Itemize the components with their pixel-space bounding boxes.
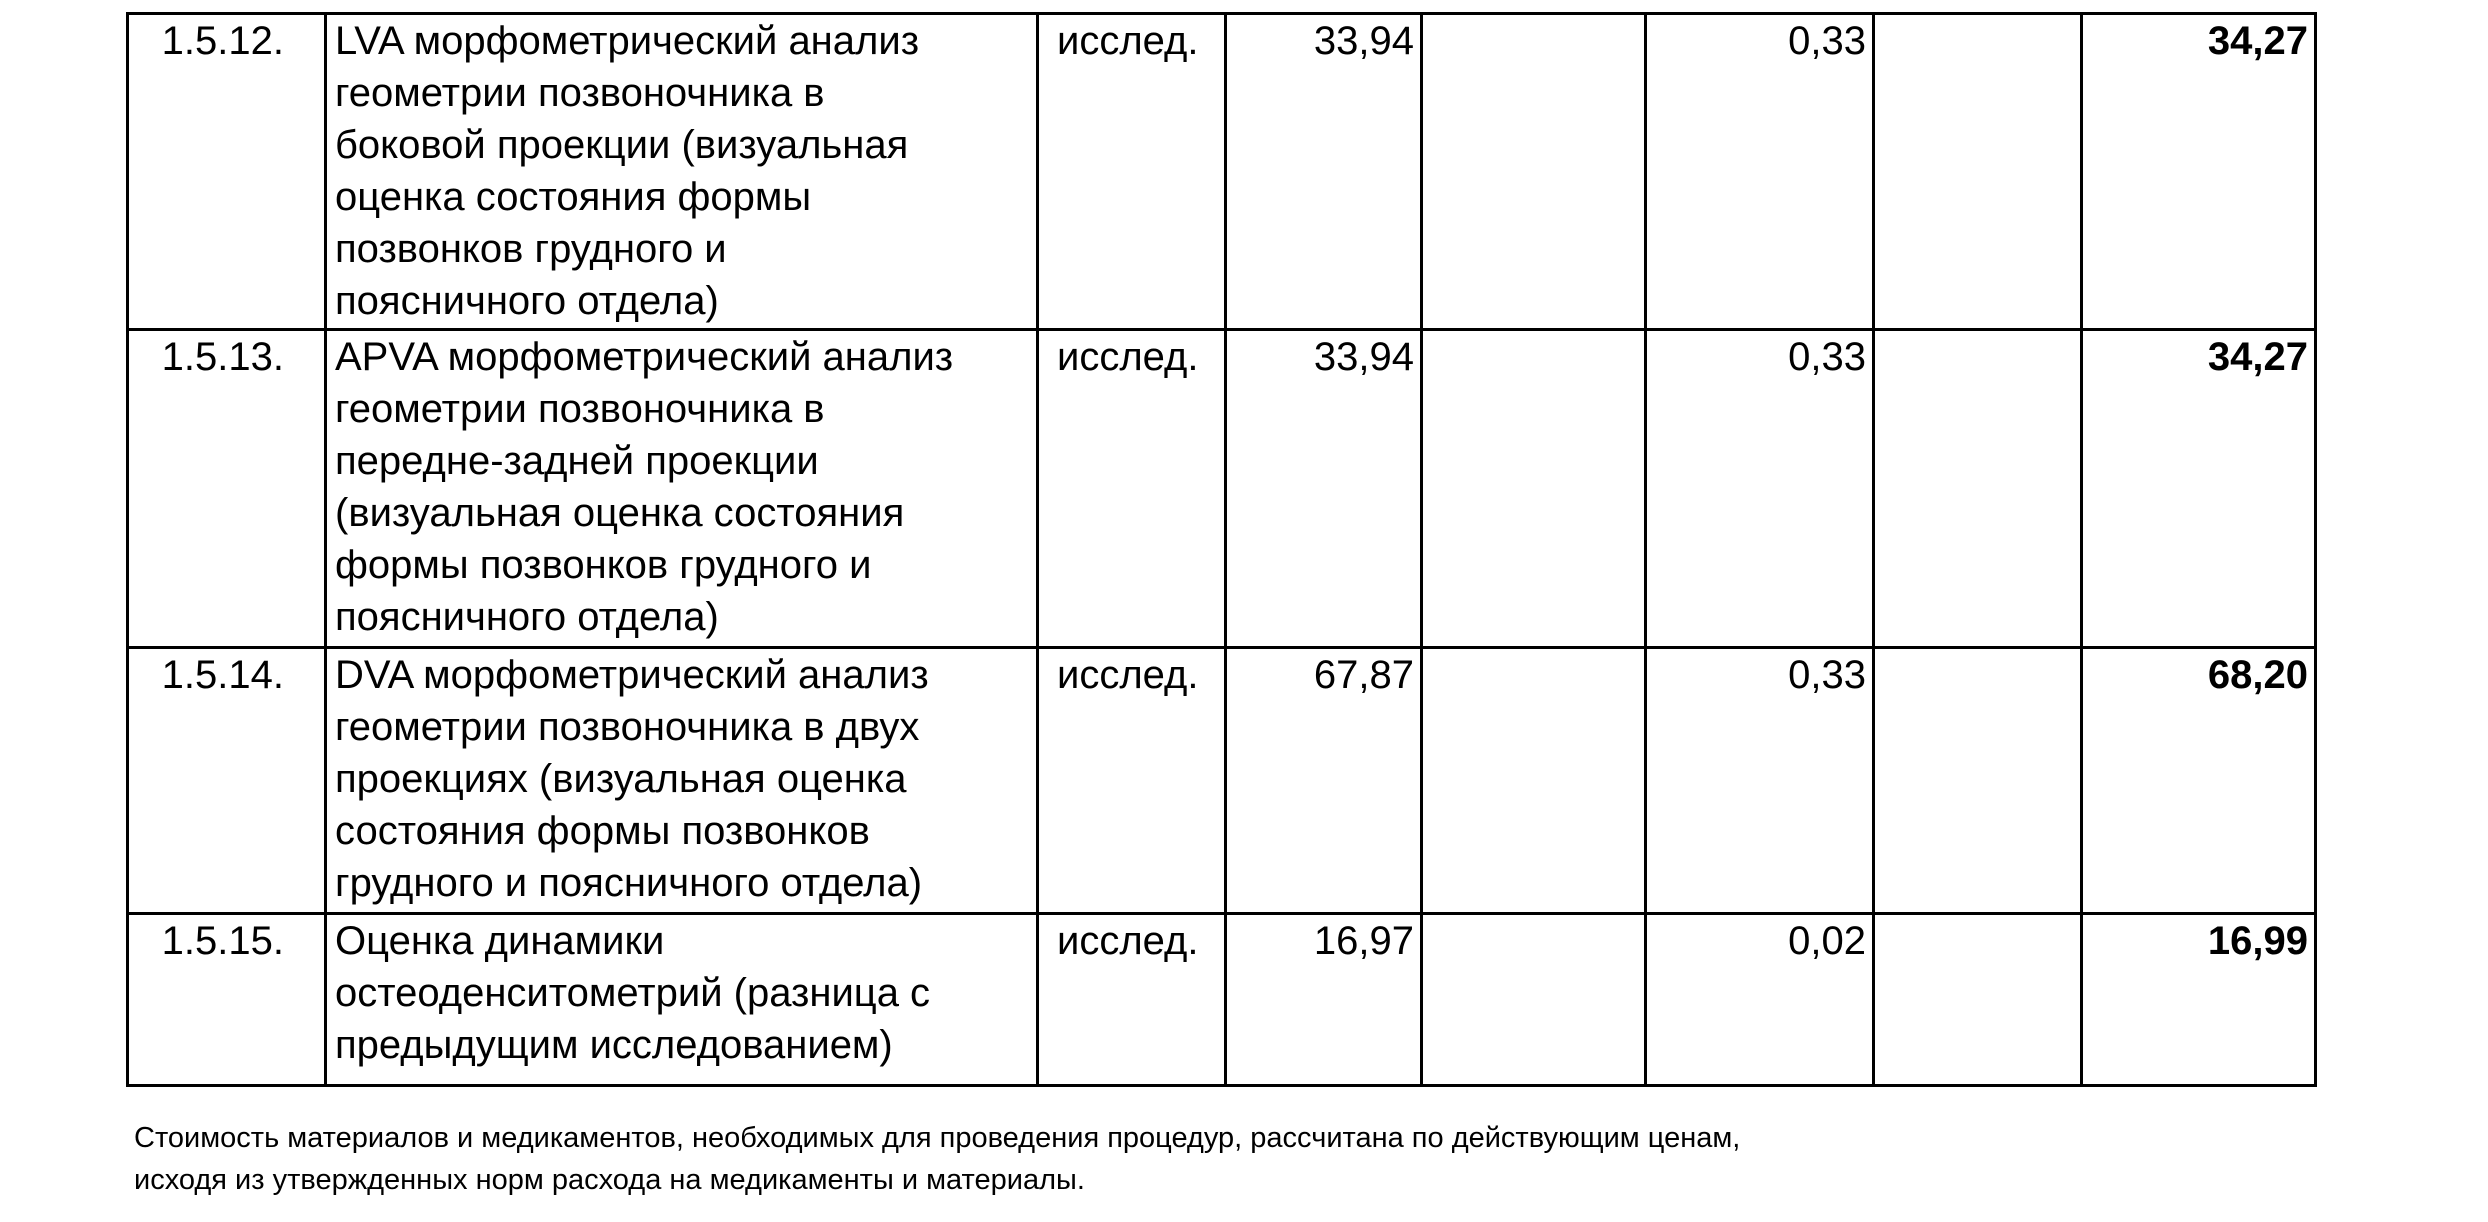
- materials-cost-cell: 0,33: [1646, 330, 1874, 648]
- table-row: [128, 648, 2316, 914]
- service-code: 1.5.14.: [128, 648, 326, 914]
- service-name: LVA морфометрический анализ геометрии позвоночника в боковой проекции (визуальная оценка состояния формы позвонков грудного и поясничного отдела): [326, 14, 1038, 330]
- base-cost-cell: 16,97: [1226, 914, 1422, 1086]
- empty-cell: [1874, 14, 2082, 330]
- base-cost-cell: 67,87: [1226, 648, 1422, 914]
- unit-cell: исслед.: [1038, 648, 1226, 914]
- total-price-cell: 68,20: [2082, 648, 2316, 914]
- total-price-cell: 34,27: [2082, 330, 2316, 648]
- total-price-cell: 34,27: [2082, 14, 2316, 330]
- empty-cell: [1874, 330, 2082, 648]
- price-list-sheet: [126, 12, 2314, 1087]
- unit-cell: исслед.: [1038, 914, 1226, 1086]
- materials-cost-cell: 0,02: [1646, 914, 1874, 1086]
- total-price-cell: 16,99: [2082, 914, 2316, 1086]
- base-cost-cell: 33,94: [1226, 14, 1422, 330]
- unit-cell: исслед.: [1038, 330, 1226, 648]
- empty-cell: [1422, 330, 1646, 648]
- table-row: [128, 14, 2316, 330]
- empty-cell: [1422, 14, 1646, 330]
- service-name: APVA морфометрический анализ геометрии позвоночника в передне-задней проекции (визуальная оценка состояния формы позвонков грудного и поясничного отдела): [326, 330, 1038, 648]
- base-cost-cell: 33,94: [1226, 330, 1422, 648]
- service-code: 1.5.12.: [128, 14, 326, 330]
- materials-cost-cell: 0,33: [1646, 648, 1874, 914]
- service-code: 1.5.13.: [128, 330, 326, 648]
- empty-cell: [1422, 914, 1646, 1086]
- empty-cell: [1874, 648, 2082, 914]
- service-name: Оценка динамики остеоденситометрий (разница с предыдущим исследованием): [326, 914, 1038, 1086]
- footnote-line: исходя из утвержденных норм расхода на медикаменты и материалы.: [134, 1164, 1085, 1196]
- table-row: [128, 330, 2316, 648]
- service-name: DVA морфометрический анализ геометрии позвоночника в двух проекциях (визуальная оценка состояния формы позвонков грудного и поясничного отдела): [326, 648, 1038, 914]
- footnote: [134, 1117, 1740, 1201]
- empty-cell: [1422, 648, 1646, 914]
- footnote-line: Стоимость материалов и медикаментов, необходимых для проведения процедур, рассчитана по действующим ценам,: [134, 1122, 1741, 1154]
- empty-cell: [1874, 914, 2082, 1086]
- table-row: [128, 914, 2316, 1086]
- price-table: [126, 12, 2317, 1087]
- materials-cost-cell: 0,33: [1646, 14, 1874, 330]
- service-code: 1.5.15.: [128, 914, 326, 1086]
- unit-cell: исслед.: [1038, 14, 1226, 330]
